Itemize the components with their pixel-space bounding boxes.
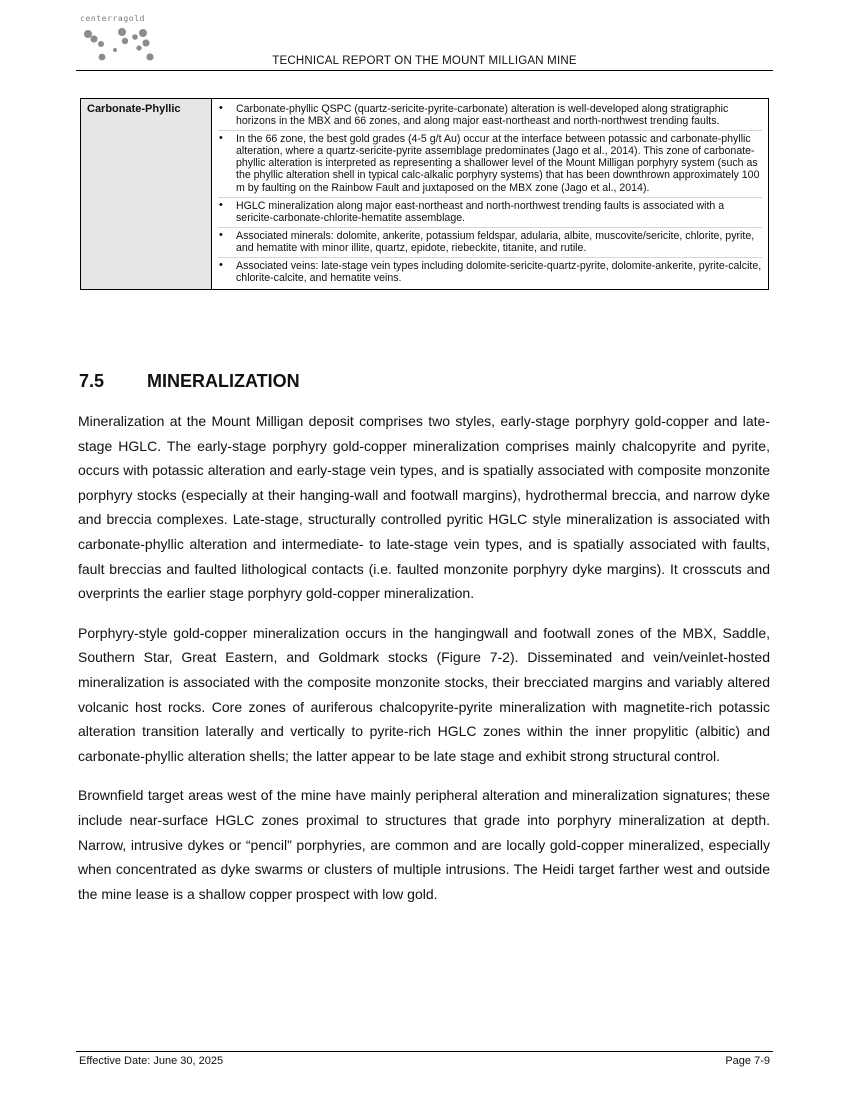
paragraph: Brownfield target areas west of the mine have mainly peripheral alteration and mineralization signatures; these include near-surface HGLC zones proximal to structures that grade into porphyry mineralization at depth. Narrow, intrusive dykes or “pencil” porphyries, are common and are locally gold-copper mineralized, especially when concentrated as dyke swarms or clusters of multiple intrusions. The Heidi target farther west and outside the mine lease is a shallow copper prospect with low gold. [78, 787, 770, 902]
alteration-description-cell [212, 99, 769, 290]
section-title: MINERALIZATION [147, 371, 300, 391]
list-item: • In the 66 zone, the best gold grades (4-5 g/t Au) occur at the interface between potassic and carbonate-phyllic alteration, where a quartz-sericite-pyrite assemblage predominates (Jago et al., 2014). This zone of carbonate-phyllic alteration is interpreted as representing a shallower level of the Mount Milligan porphyry system (such as the phyllic alteration shell in typical calc-alkalic porphyry systems) that has been downthrown approximately 100 m by faulting on the Rainbow Fault and juxtaposed on the MBX zone (Jago et al., 2014). [218, 130, 762, 196]
alteration-type-label: Carbonate-Phyllic [81, 99, 212, 290]
alteration-table [80, 98, 769, 290]
header-divider [76, 70, 773, 71]
section-number: 7.5 [79, 371, 105, 391]
alteration-bullet-list [218, 101, 762, 287]
section-heading [79, 371, 300, 392]
list-item: • Carbonate-phyllic QSPC (quartz-sericite-pyrite-carbonate) alteration is well-developed along stratigraphic horizons in the MBX and 66 zones, and along major east-northeast and north-northwest trending faults. [218, 101, 762, 130]
page-number: Page 7-9 [725, 1055, 770, 1067]
list-item: • Associated veins: late-stage vein types including dolomite-sericite-quartz-pyrite, dolomite-ankerite, pyrite-calcite, chlorite-calcite, and hematite veins. [218, 257, 762, 287]
list-item: • HGLC mineralization along major east-northeast and north-northwest trending faults is associated with a sericite-carbonate-chlorite-hematite assemblage. [218, 197, 762, 227]
paragraph: Mineralization at the Mount Milligan deposit comprises two styles, early-stage porphyry gold-copper and late-stage HGLC. The early-stage porphyry gold-copper mineralization comprises mainly chalcopyrite and pyrite, occurs with potassic alteration and early-stage vein types, and is spatially associated with composite monzonite porphyry stocks (especially at their hanging-wall and footwall margins), hydrothermal breccia, and narrow dyke and breccia complexes. Late-stage, structurally controlled pyritic HGLC style mineralization is associated with carbonate-phyllic alteration and intermediate- to late-stage vein types, and is spatially associated with faults, fault breccias and faulted lithological contacts (i.e. faulted monzonite porphyry dyke margins). It crosscuts and overprints the earlier stage porphyry gold-copper mineralization. [78, 413, 770, 602]
effective-date: Effective Date: June 30, 2025 [79, 1055, 224, 1067]
table-row [81, 99, 769, 290]
logo-wordmark: centerragold [80, 14, 145, 23]
paragraph: Porphyry-style gold-copper mineralization occurs in the hangingwall and footwall zones of the MBX, Saddle, Southern Star, Great Eastern, and Goldmark stocks (Figure 7-2). Disseminated and vein/veinlet-hosted mineralization is associated with the composite monzonite stocks, their brecciated margins and variably altered volcanic host rocks. Core zones of auriferous chalcopyrite-pyrite mineralization with magnetite-rich potassic alteration transition laterally and vertically to pyrite-rich HGLC zones within the inner propylitic (albitic) and carbonate-phyllic alteration shells; the latter appear to be late stage and exhibit strong structural control. [78, 624, 770, 764]
footer-divider [76, 1051, 773, 1052]
list-item: • Associated minerals: dolomite, ankerite, potassium feldspar, adularia, albite, muscovite/sericite, chlorite, pyrite, and hematite with minor illite, quartz, epidote, riebeckite, titanite, and rutile. [218, 227, 762, 257]
body-text [78, 409, 770, 921]
report-title: TECHNICAL REPORT ON THE MOUNT MILLIGAN MINE [272, 55, 577, 67]
